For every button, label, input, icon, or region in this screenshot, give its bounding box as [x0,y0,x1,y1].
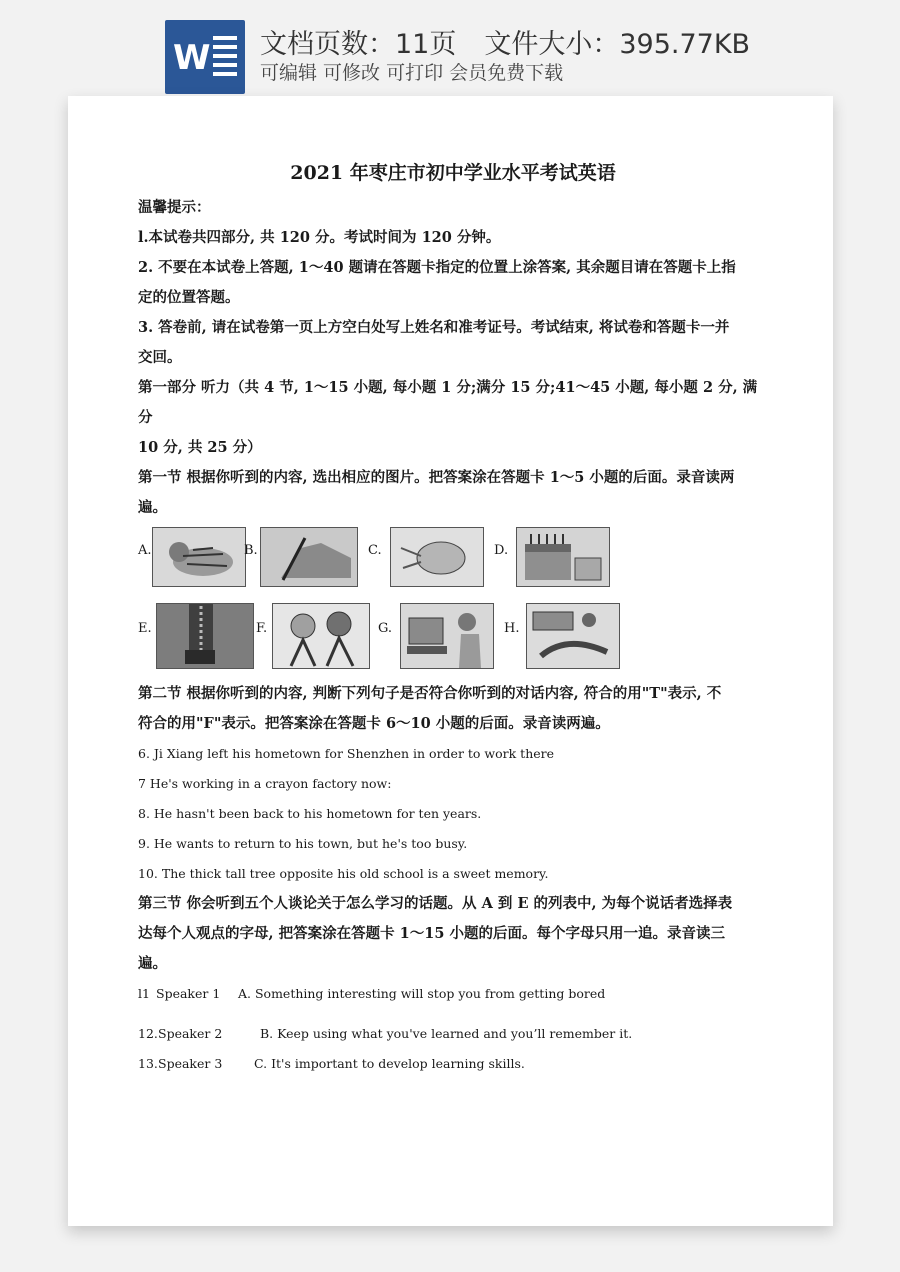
part-1-line-1: 第一部分 听力（共 4 节, 1～15 小题, 每小题 1 分;满分 15 分;41～45 小题, 每小题 2 分, 满分 [138,379,758,426]
question-number: 13. [138,1056,158,1071]
accident-scene-picture-icon [526,603,620,669]
question-10: 10. The thick tall tree opposite his old school is a sweet memory. [138,866,549,881]
tiger-picture-icon [152,527,246,587]
section-3-line-2: 达每个人观点的字母, 把答案涂在答题卡 1～15 小题的后面。每个字母只用一追。录音读三 [138,925,725,942]
section-3-line-1: 第三节 你会听到五个人谈论关于怎么学习的话题。从 A 到 E 的列表中, 为每个说话者选择表 [138,895,733,912]
tips-heading: 温馨提示： [138,199,211,216]
chicken-picture-icon [390,527,484,587]
picture-label: C. [368,543,382,558]
exam-title: 2021 年枣庄市初中学业水平考试英语 [290,162,616,184]
speaker-option: B. Keep using what you've learned and you’ll remember it. [260,1026,633,1041]
speaker-row [138,1019,768,1049]
speaker-name: Speaker 3 [158,1056,223,1071]
picture-label: D. [494,543,509,558]
tip-3-line-2: 交回。 [138,349,182,366]
tip-1: l.本试卷共四部分, 共 120 分。考试时间为 120 分钟。 [138,229,501,246]
tip-3-line-1: 3. 答卷前, 请在试卷第一页上方空白处写上姓名和准考证号。考试结束, 将试卷和答题卡一并 [138,319,730,336]
speaker-row [138,1049,768,1079]
document-lines-icon [213,36,237,81]
tip-2-line-1: 2. 不要在本试卷上答题, 1～40 题请在答题卡指定的位置上涂答案, 其余题目请在答题卡上指 [138,259,736,276]
pictures-row-1 [138,523,768,601]
two-people-picture-icon [272,603,370,669]
picture-label: F. [256,621,268,636]
picture-label: E. [138,621,152,636]
question-7: 7 He's working in a crayon factory now: [138,776,392,791]
picture-label: G. [378,621,393,636]
word-icon-letter: W [173,38,211,78]
question-number: l1 [138,986,150,1001]
question-8: 8. He hasn't been back to his hometown for ten years. [138,806,482,821]
speaker-name: Speaker 1 [156,986,221,1001]
speaker-option: C. It's important to develop learning skills. [254,1056,525,1071]
file-size: 文件大小：395.77KB [484,29,751,60]
person-at-computer-picture-icon [400,603,494,669]
speaker-name: Speaker 2 [158,1026,223,1041]
section-1-line-1: 第一节 根据你听到的内容, 选出相应的图片。把答案涂在答题卡 1～5 小题的后面。录音读两 [138,469,735,486]
question-number: 12. [138,1026,158,1041]
word-document-icon [165,20,245,94]
picture-label: B. [244,543,258,558]
section-3-line-3: 遍。 [138,955,167,972]
question-9: 9. He wants to return to his town, but he's too busy. [138,836,468,851]
section-1-line-2: 遍。 [138,499,167,516]
document-meta [260,22,750,61]
section-2-line-1: 第二节 根据你听到的内容, 判断下列句子是否符合你听到的对话内容, 符合的用"T"表示, 不 [138,685,722,702]
shoe-zipper-picture-icon [156,603,254,669]
exam-paper [68,96,833,1226]
document-header [0,0,900,110]
page-count: 文档页数：11页 [260,29,457,60]
birthday-cake-picture-icon [516,527,610,587]
speaker-option: A. Something interesting will stop you from getting bored [238,986,606,1001]
picture-label: A. [138,543,152,558]
pictures-row-2 [138,601,768,679]
tip-2-line-2: 定的位置答题。 [138,289,240,306]
question-6: 6. Ji Xiang left his hometown for Shenzhen in order to work there [138,746,555,761]
exam-content [138,158,768,1079]
speaker-row [138,979,768,1009]
picture-label: H. [504,621,520,636]
section-2-line-2: 符合的用"F"表示。把答案涂在答题卡 6～10 小题的后面。录音读两遍。 [138,715,610,732]
part-1-line-2: 10 分, 共 25 分） [138,439,262,456]
hand-knife-picture-icon [260,527,358,587]
document-features: 可编辑 可修改 可打印 会员免费下载 [260,62,564,84]
